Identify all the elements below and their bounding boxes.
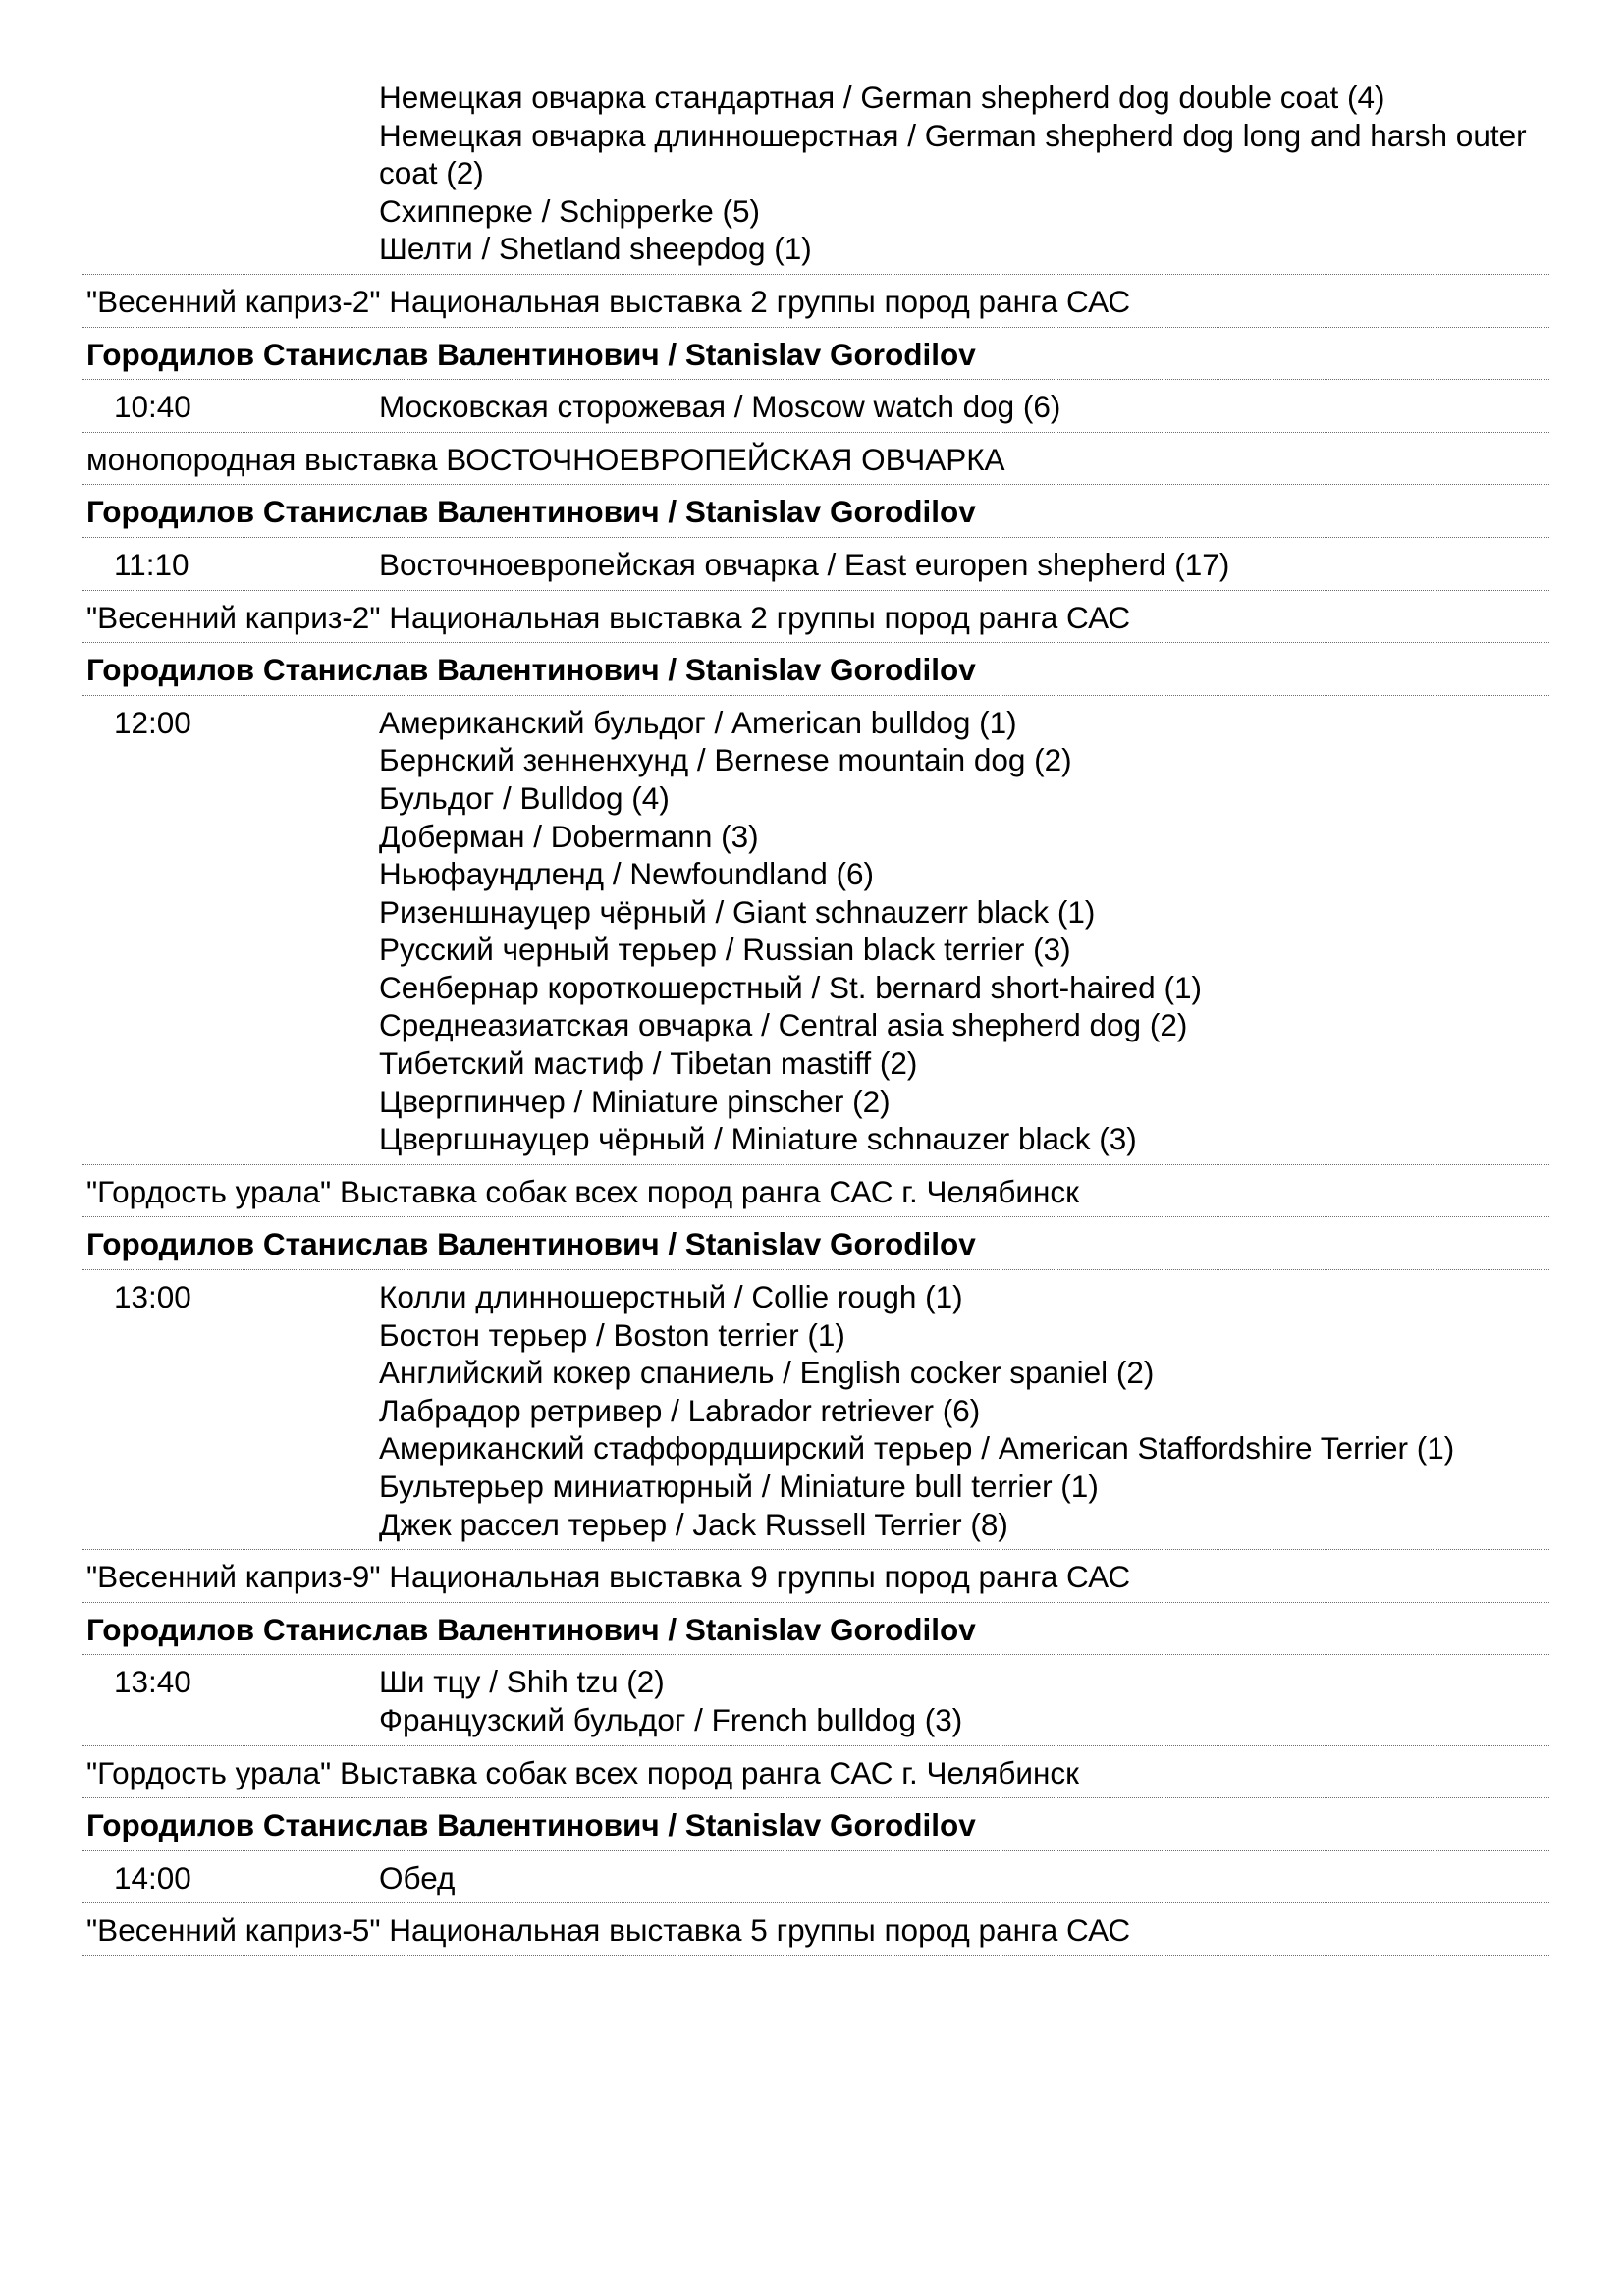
breed-list	[379, 1663, 1549, 1738]
slot-time: 10:40	[114, 389, 191, 425]
schedule-slot	[82, 79, 1549, 275]
breed-entry: Шелти / Shetland sheepdog (1)	[379, 231, 812, 267]
breed-entry: Московская сторожевая / Moscow watch dog (6)	[379, 389, 1061, 425]
schedule-slot	[82, 538, 1549, 591]
breed-list	[379, 1278, 1549, 1543]
breed-entry: Русский черный терьер / Russian black terrier (3)	[379, 932, 1071, 968]
breed-entry: Ньюфаундленд / Newfoundland (6)	[379, 856, 874, 892]
breed-entry: Цвергшнауцер чёрный / Miniature schnauzer black (3)	[379, 1121, 1137, 1157]
show-title: "Гордость урала" Выставка собак всех пород ранга САС г. Челябинск	[82, 1746, 1549, 1799]
breed-entry: Схипперке / Schipperke (5)	[379, 192, 760, 229]
breed-list	[379, 546, 1549, 584]
breed-list	[379, 79, 1549, 268]
breed-entry: Бернский зенненхунд / Bernese mountain dog (2)	[379, 742, 1072, 778]
schedule-slot	[82, 1655, 1549, 1745]
judge-name: Городилов Станислав Валентинович / Stanislav Gorodilov	[82, 643, 1549, 696]
breed-entry: Колли длинношерстный / Collie rough (1)	[379, 1279, 963, 1315]
show-title: "Весенний каприз-5" Национальная выставка 5 группы пород ранга САС	[82, 1903, 1549, 1956]
show-title: "Весенний каприз-9" Национальная выставка 9 группы пород ранга САС	[82, 1550, 1549, 1603]
breed-list	[379, 1859, 1549, 1897]
breed-entry: Бультерьер миниатюрный / Miniature bull terrier (1)	[379, 1468, 1099, 1504]
breed-entry: Немецкая овчарка стандартная / German shepherd dog double coat (4)	[379, 80, 1385, 115]
slot-time	[82, 79, 379, 268]
schedule-slot	[82, 1270, 1549, 1550]
show-title: "Весенний каприз-2" Национальная выставка 2 группы пород ранга САС	[82, 275, 1549, 328]
schedule-slot	[82, 696, 1549, 1165]
breed-entry: Ризеншнауцер чёрный / Giant schnauzerr black (1)	[379, 893, 1096, 930]
breed-entry: Лабрадор ретривер / Labrador retriever (6)	[379, 1392, 981, 1428]
breed-entry: Французский бульдог / French bulldog (3)	[379, 1701, 963, 1737]
breed-entry: Обед	[379, 1859, 456, 1896]
schedule-document	[82, 79, 1549, 1956]
show-title: монопородная выставка ВОСТОЧНОЕВРОПЕЙСКАЯ ОВЧАРКА	[82, 433, 1549, 486]
schedule-slot	[82, 380, 1549, 433]
breed-entry: Джек рассел терьер / Jack Russell Terrier (8)	[379, 1506, 1008, 1542]
breed-entry: Английский кокер спаниель / English cocker spaniel (2)	[379, 1355, 1155, 1391]
breed-entry: Тибетский мастиф / Tibetan mastiff (2)	[379, 1045, 918, 1082]
breed-entry: Сенбернар короткошерстный / St. bernard short-haired (1)	[379, 969, 1202, 1005]
slot-time: 14:00	[114, 1859, 191, 1896]
breed-entry: Американский бульдог / American bulldog (1)	[379, 704, 1017, 740]
breed-entry: Бульдог / Bulldog (4)	[379, 779, 670, 816]
breed-entry: Бостон терьер / Boston terrier (1)	[379, 1316, 845, 1353]
slot-time: 13:40	[114, 1664, 191, 1700]
breed-list	[379, 388, 1549, 426]
breed-entry: Среднеазиатская овчарка / Central asia shepherd dog (2)	[379, 1007, 1188, 1043]
slot-time: 12:00	[114, 704, 191, 740]
judge-name: Городилов Станислав Валентинович / Stanislav Gorodilov	[82, 328, 1549, 381]
slot-time: 11:10	[114, 546, 189, 582]
show-title: "Весенний каприз-2" Национальная выставка 2 группы пород ранга САС	[82, 591, 1549, 644]
breed-entry: Доберман / Dobermann (3)	[379, 818, 759, 854]
breed-list	[379, 704, 1549, 1158]
schedule-slot	[82, 1851, 1549, 1904]
show-title: "Гордость урала" Выставка собак всех пород ранга САС г. Челябинск	[82, 1165, 1549, 1218]
breed-entry: Восточноевропейская овчарка / East europen shepherd (17)	[379, 546, 1230, 582]
judge-name: Городилов Станислав Валентинович / Stanislav Gorodilov	[82, 485, 1549, 538]
breed-entry: Ши тцу / Shih tzu (2)	[379, 1664, 665, 1700]
judge-name: Городилов Станислав Валентинович / Stanislav Gorodilov	[82, 1603, 1549, 1656]
judge-name: Городилов Станислав Валентинович / Stanislav Gorodilov	[82, 1798, 1549, 1851]
breed-entry: Цвергпинчер / Miniature pinscher (2)	[379, 1083, 891, 1119]
slot-time: 13:00	[114, 1279, 191, 1315]
breed-entry: Американский стаффордширский терьер / American Staffordshire Terrier (1)	[379, 1430, 1455, 1467]
breed-entry: Немецкая овчарка длинношерстная / German shepherd dog long and harsh outer coat (2)	[379, 117, 1527, 191]
judge-name: Городилов Станислав Валентинович / Stanislav Gorodilov	[82, 1217, 1549, 1270]
